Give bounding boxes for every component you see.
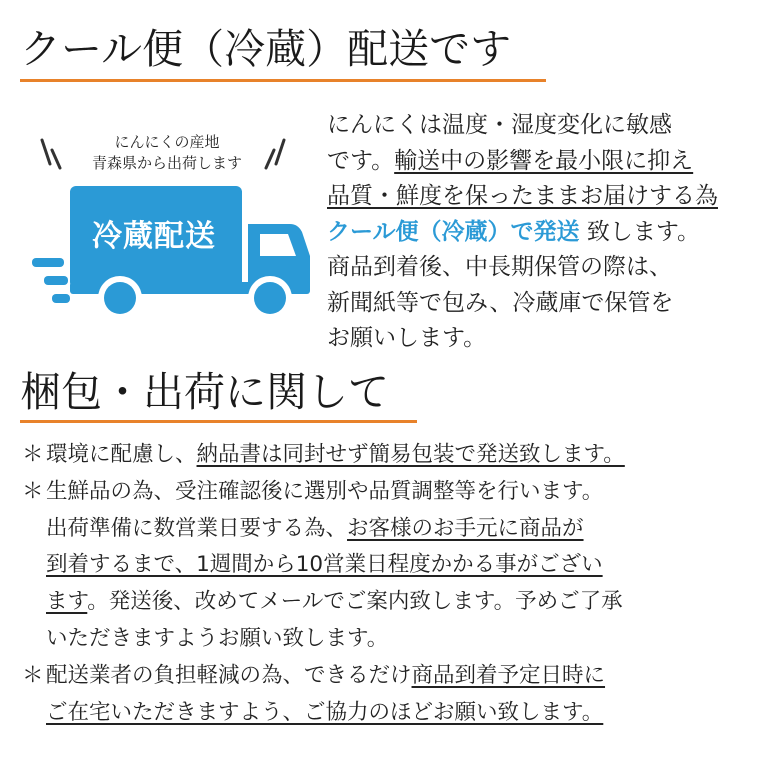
note-text: いただきますようお願い致します。 [46, 625, 389, 651]
note-item [22, 658, 742, 695]
bullet-asterisk: ＊ [22, 478, 44, 504]
note-underlined-text: ご在宅いただきますよう、ご協力のほどお願い致します。 [46, 699, 604, 725]
truck-label: 冷蔵配送 [92, 219, 216, 254]
section-title-packing-shipping: 梱包・出荷に関して [20, 368, 389, 416]
intro-line [327, 250, 747, 286]
speed-line-icon [44, 276, 68, 285]
note-text: 。発送後、改めてメールでご案内致します。予めご了承 [87, 589, 623, 615]
truck-caption-line2: 青森県から出荷します [91, 154, 242, 172]
truck-caption-line1: にんにくの産地 [114, 133, 220, 151]
bullet-asterisk: ＊ [22, 662, 44, 688]
note-continuation [22, 584, 742, 621]
intro-line [327, 108, 747, 144]
note-text: 出荷準備に数営業日要する為、 [46, 515, 348, 541]
cool-delivery-description [327, 108, 747, 357]
intro-text: です。 [327, 147, 395, 174]
title-underline [20, 79, 546, 82]
intro-line [327, 179, 747, 215]
intro-text: お願いします。 [327, 325, 487, 351]
wheel-icon [254, 282, 286, 314]
note-continuation [22, 695, 742, 732]
note-underlined-text: お客様のお手元に商品が [347, 515, 584, 541]
emphasis-mark-icon [266, 150, 274, 168]
note-item [22, 437, 742, 474]
intro-text: 商品到着後、中長期保管の際は、 [327, 254, 672, 280]
note-text: 環境に配慮し、 [46, 442, 197, 467]
emphasis-mark-icon [42, 140, 50, 164]
note-underlined-text: 商品到着予定日時に [411, 662, 606, 688]
intro-underlined-text: 輸送中の影響を最小限に抑え [394, 147, 694, 174]
note-text: 生鮮品の為、受注確認後に選別や品質調整等を行います。 [46, 478, 604, 504]
title-underline [20, 420, 417, 423]
note-text: 配送業者の負担軽減の為、できるだけ [46, 662, 412, 688]
intro-underlined-text: 品質・鮮度を保ったままお届けする為 [327, 183, 718, 209]
intro-line [327, 286, 747, 322]
note-underlined-text: 到着するまで、1週間から10営業日程度かかる事がござい [46, 552, 603, 578]
emphasis-mark-icon [276, 140, 284, 164]
note-continuation [22, 621, 742, 658]
note-continuation [22, 547, 742, 584]
emphasis-mark-icon [52, 150, 60, 168]
cool-delivery-highlight: クール便（冷蔵）で発送 [327, 218, 580, 245]
packing-notes-list [22, 437, 742, 731]
intro-text: 新聞紙等で包み、冷蔵庫で保管を [327, 289, 674, 316]
section-title-cool-delivery: クール便（冷蔵）配送です [20, 25, 512, 73]
speed-line-icon [32, 258, 64, 267]
wheel-icon [104, 282, 136, 314]
intro-text: にんにくは温度・湿度変化に敏感 [327, 112, 672, 138]
note-underlined-text: ます [46, 589, 88, 615]
intro-line [327, 321, 747, 357]
note-item [22, 474, 742, 511]
intro-line [327, 144, 747, 180]
speed-line-icon [52, 294, 70, 303]
note-continuation [22, 511, 742, 548]
refrigerated-truck-illustration [22, 118, 312, 338]
note-underlined-text: 納品書は同封せず簡易包装で発送致します。 [196, 442, 625, 467]
intro-text: 致します。 [586, 218, 701, 245]
intro-line [327, 215, 747, 251]
bullet-asterisk: ＊ [22, 442, 44, 467]
